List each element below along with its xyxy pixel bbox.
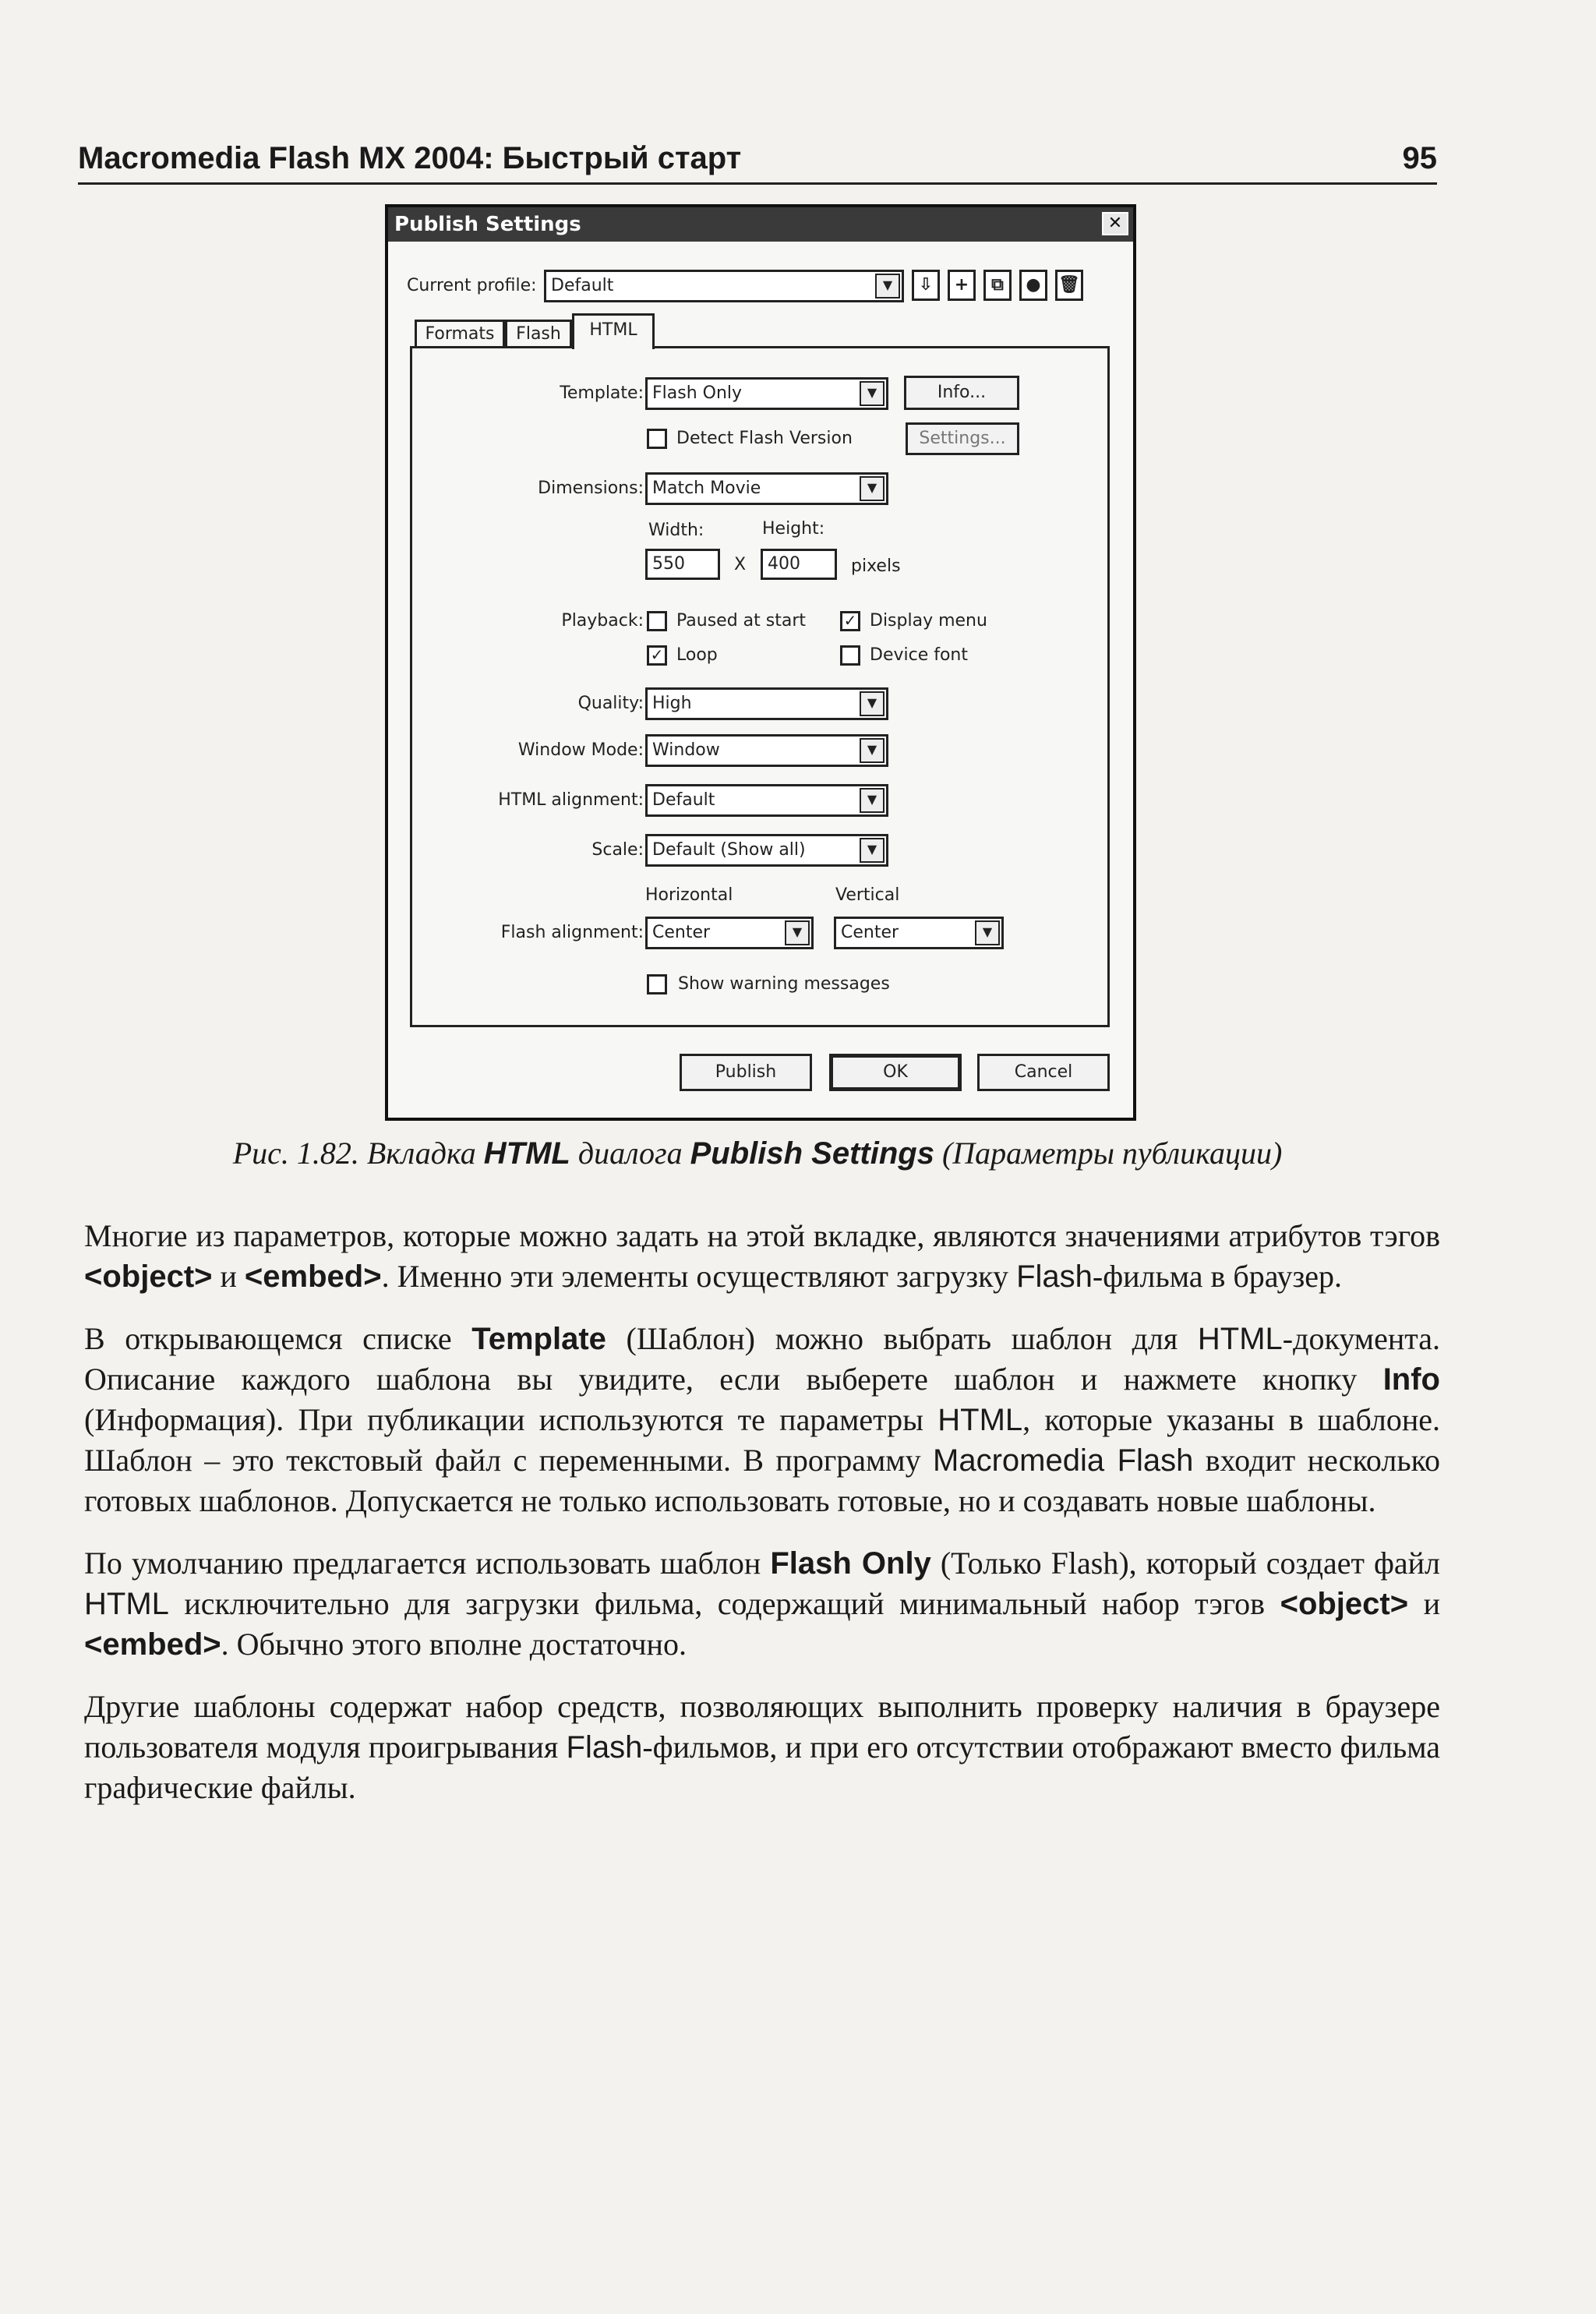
html-alignment-label: HTML alignment:: [498, 790, 644, 810]
detect-flash-checkbox[interactable]: [647, 429, 667, 449]
height-input[interactable]: 400: [761, 549, 837, 580]
current-profile-select[interactable]: [544, 270, 904, 302]
loop-label: Loop: [676, 645, 718, 665]
scale-value: Default (Show all): [652, 840, 806, 860]
paragraph-3: По умолчанию предлагается использовать шаблон Flash Only (Только Flash), который создает файл HTML исключительно для загрузки фильма, содержащий минимальный набор тэгов <object> и <embed>. Обычно этого вполне достаточно.: [84, 1546, 1441, 1662]
scale-label: Scale:: [591, 840, 644, 860]
chevron-down-icon: ▼: [860, 838, 885, 863]
flash-horizontal-value: Center: [652, 923, 711, 942]
tab-formats[interactable]: Formats: [415, 320, 505, 348]
pixels-label: pixels: [851, 556, 901, 576]
paused-at-start-checkbox[interactable]: [647, 611, 667, 631]
add-profile-icon[interactable]: +: [948, 270, 976, 301]
display-menu-label: Display menu: [870, 611, 987, 631]
figure-caption: Рис. 1.82. Вкладка HTML диалога Publish Settings (Параметры публикации): [232, 1136, 1283, 1171]
quality-value: High: [652, 694, 692, 713]
import-profile-icon[interactable]: ⇩: [912, 270, 940, 301]
tab-flash[interactable]: Flash: [505, 320, 572, 348]
chevron-down-icon: ▼: [975, 920, 1000, 945]
dimensions-value: Match Movie: [652, 479, 761, 498]
loop-checkbox[interactable]: ✓: [647, 645, 667, 666]
show-warnings-checkbox[interactable]: [647, 974, 667, 994]
window-mode-value: Window: [652, 740, 720, 760]
width-input[interactable]: 550: [645, 549, 720, 580]
settings-button[interactable]: Settings...: [906, 422, 1019, 455]
paragraph-1: Многие из параметров, которые можно задать на этой вкладке, являются значениями атрибутов тэгов <object> и <embed>. Именно эти элементы осуществляют загрузку Flash-фильма в браузер.: [84, 1218, 1440, 1294]
cancel-button[interactable]: Cancel: [977, 1054, 1110, 1091]
chevron-down-icon: ▼: [860, 476, 885, 501]
publish-settings-dialog: [385, 204, 1136, 1121]
height-label: Height:: [762, 519, 825, 539]
dimensions-label: Dimensions:: [538, 479, 644, 498]
chevron-down-icon: ▼: [875, 274, 900, 299]
profile-properties-icon[interactable]: ●: [1019, 270, 1047, 301]
paragraph-4: Другие шаблоны содержат набор средств, позволяющих выполнить проверку наличия в браузере пользователя модуля проигрывания Flash-фильмов, и при его отсутствии отображают вместо фильма графические файлы.: [84, 1689, 1440, 1805]
running-title: Macromedia Flash MX 2004: Быстрый старт: [78, 141, 742, 175]
publish-button[interactable]: Publish: [680, 1054, 812, 1091]
show-warnings-label: Show warning messages: [678, 974, 890, 994]
flash-horizontal-select[interactable]: [645, 917, 814, 949]
chevron-down-icon: ▼: [860, 738, 885, 763]
body-text: [84, 1216, 1440, 1830]
flash-alignment-label: Flash alignment:: [500, 923, 644, 942]
template-value: Flash Only: [652, 383, 743, 403]
chevron-down-icon: ▼: [860, 788, 885, 813]
horizontal-label: Horizontal: [645, 885, 733, 905]
flash-vertical-value: Center: [841, 923, 899, 942]
tab-html[interactable]: HTML: [572, 313, 655, 349]
paragraph-2: В открывающемся списке Template (Шаблон) можно выбрать шаблон для HTML-документа. Описание каждого шаблона вы увидите, если выберете шаблон и нажмете кнопку Info (Информация). При публикации используются те параметры HTML, которые указаны в шаблоне. Шаблон – это текстовый файл с переменными. В программу Macromedia Flash входит несколько готовых шаблонов. Допускается не только использовать готовые, но и создавать новые шаблоны.: [84, 1321, 1441, 1518]
width-label: Width:: [648, 521, 704, 540]
device-font-checkbox[interactable]: [840, 645, 860, 666]
current-profile-label: Current profile:: [407, 276, 537, 295]
vertical-label: Vertical: [835, 885, 900, 905]
html-alignment-value: Default: [652, 790, 715, 810]
paused-at-start-label: Paused at start: [676, 611, 806, 631]
device-font-label: Device font: [870, 645, 969, 665]
scale-select[interactable]: [645, 834, 888, 867]
duplicate-profile-icon[interactable]: ⧉: [983, 270, 1012, 301]
template-select[interactable]: [645, 377, 888, 410]
chevron-down-icon: ▼: [785, 920, 810, 945]
detect-flash-label: Detect Flash Version: [676, 429, 853, 448]
dimensions-select[interactable]: [645, 472, 888, 505]
page-number: 95: [1402, 141, 1437, 175]
quality-select[interactable]: [645, 687, 888, 720]
quality-label: Quality:: [577, 694, 644, 713]
close-icon[interactable]: ✕: [1102, 212, 1128, 235]
window-mode-select[interactable]: [645, 734, 888, 767]
display-menu-checkbox[interactable]: ✓: [840, 611, 860, 631]
chevron-down-icon: ▼: [860, 381, 885, 406]
playback-label: Playback:: [561, 611, 644, 631]
delete-profile-icon[interactable]: 🗑: [1055, 270, 1083, 301]
current-profile-value: Default: [551, 276, 614, 295]
flash-vertical-select[interactable]: [834, 917, 1004, 949]
html-alignment-select[interactable]: [645, 784, 888, 817]
chevron-down-icon: ▼: [860, 691, 885, 716]
template-label: Template:: [560, 383, 644, 403]
info-button[interactable]: Info...: [904, 376, 1019, 410]
dimension-separator: X: [734, 555, 747, 574]
window-mode-label: Window Mode:: [517, 740, 644, 760]
page-header: [78, 137, 1437, 185]
dialog-title: Publish Settings: [388, 207, 1133, 242]
ok-button[interactable]: OK: [829, 1054, 962, 1091]
